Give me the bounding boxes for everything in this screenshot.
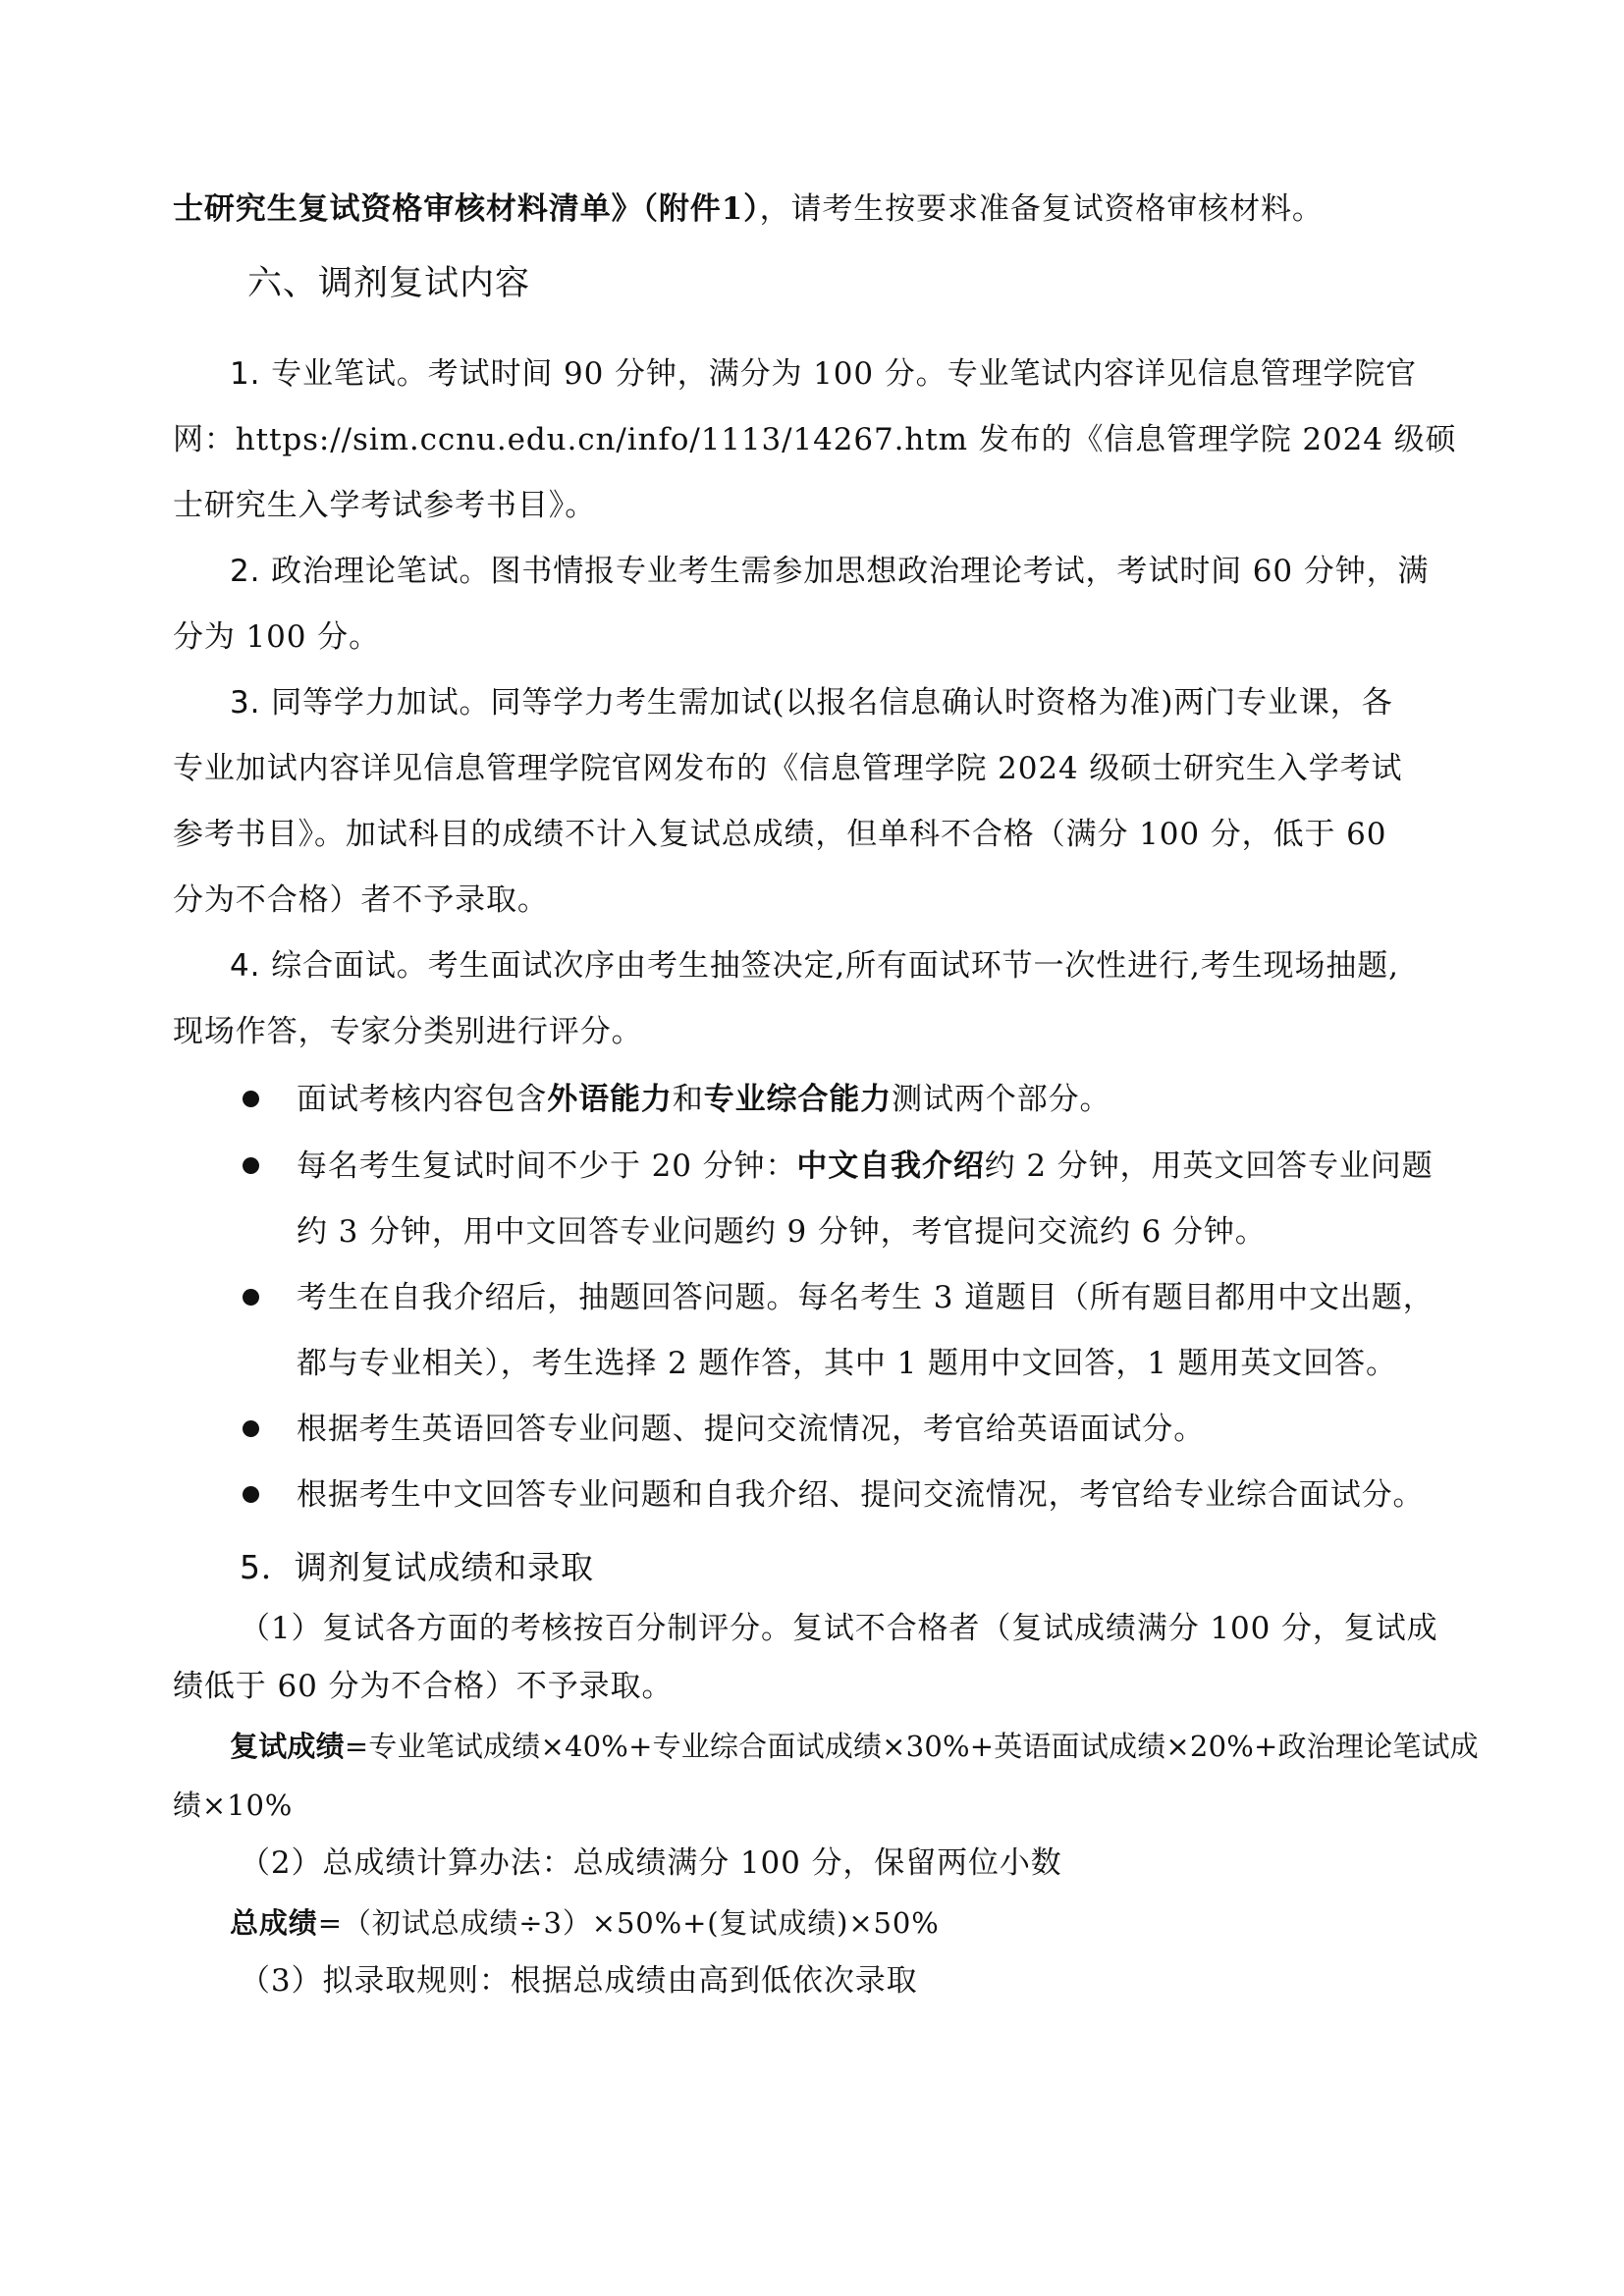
rule-2-text: （2）总成绩计算办法：总成绩满分 100 分，保留两位小数 xyxy=(240,1845,1062,1881)
rule-1-line-2: 绩低于 60 分为不合格）不予录取。 xyxy=(173,1669,674,1704)
bullet-5-text: 根据考生中文回答专业问题和自我介绍、提问交流情况，考官给专业综合面试分。 xyxy=(297,1477,1425,1513)
bullet-4-text: 根据考生英语回答专业问题、提问交流情况，考官给英语面试分。 xyxy=(297,1412,1206,1447)
item-4-line-1: 4. 综合面试。考生面试次序由考生抽签决定,所有面试环节一次性进行,考生现场抽题, xyxy=(230,948,1399,984)
item-3-line-4: 分为不合格）者不予录取。 xyxy=(173,882,549,918)
retest-score-label: 复试成绩 xyxy=(230,1730,345,1763)
bullet-dot xyxy=(243,1091,259,1107)
materials-list-title: 士研究生复试资格审核材料清单》（附件1） xyxy=(173,191,760,227)
item-2-line-1: 2. 政治理论笔试。图书情报专业考生需参加思想政治理论考试，考试时间 60 分钟，满 xyxy=(230,554,1430,589)
bullet-dot xyxy=(243,1420,259,1437)
bullet-dot xyxy=(243,1289,259,1306)
rule-3-text: （3）拟录取规则：根据总成绩由高到低依次录取 xyxy=(240,1963,918,1999)
bullet-dot xyxy=(243,1486,259,1503)
item-2-lead: 2. 政治理论笔试。 xyxy=(230,554,491,589)
retest-score-formula: 复试成绩=专业笔试成绩×40%+专业综合面试成绩×30%+英语面试成绩×20%+政治理论笔试成 xyxy=(230,1730,1479,1763)
foreign-language-ability: 外语能力 xyxy=(547,1082,673,1117)
retest-score-formula-cont: 绩×10% xyxy=(173,1789,294,1822)
bullet-3-line-1: 考生在自我介绍后，抽题回答问题。每名考生 3 道题目（所有题目都用中文出题， xyxy=(297,1280,1435,1315)
intro-line xyxy=(173,188,1324,230)
professional-ability: 专业综合能力 xyxy=(703,1082,893,1117)
total-score-formula: 总成绩=（初试总成绩÷3）×50%+(复试成绩)×50% xyxy=(230,1906,940,1940)
total-score-label: 总成绩 xyxy=(230,1906,318,1940)
item-3-line-3: 参考书目》。加试科目的成绩不计入复试总成绩，但单科不合格（满分 100 分，低于 60 xyxy=(173,817,1387,852)
section-6-heading: 六、调剂复试内容 xyxy=(247,264,531,303)
self-intro-label: 中文自我介绍 xyxy=(796,1148,985,1184)
item-1-line-3: 士研究生入学考试参考书目》。 xyxy=(173,488,597,523)
item-1-lead: 1. 专业笔试。 xyxy=(230,356,428,392)
item-3-line-1: 3. 同等学力加试。同等学力考生需加试(以报名信息确认时资格为准)两门专业课，各 xyxy=(230,685,1393,721)
bullet-3-line-2: 都与专业相关），考生选择 2 题作答，其中 1 题用中文回答，1 题用英文回答。 xyxy=(297,1346,1397,1381)
item-1-line-1: 1. 专业笔试。考试时间 90 分钟，满分为 100 分。专业笔试内容详见信息管理学院官 xyxy=(230,356,1418,392)
item-4-line-2: 现场作答，专家分类别进行评分。 xyxy=(173,1014,643,1049)
item-4-lead: 4. 综合面试。 xyxy=(230,948,428,984)
section-5-heading: 5．调剂复试成绩和录取 xyxy=(240,1548,594,1586)
rule-1-line-1: （1）复试各方面的考核按百分制评分。复试不合格者（复试成绩满分 100 分，复试成 xyxy=(240,1611,1438,1646)
item-2-line-2: 分为 100 分。 xyxy=(173,619,380,655)
bullet-1-text: 面试考核内容包含外语能力和专业综合能力测试两个部分。 xyxy=(297,1082,1111,1117)
bullet-2-line-2: 约 3 分钟，用中文回答专业问题约 9 分钟，考官提问交流约 6 分钟。 xyxy=(297,1214,1267,1250)
materials-instruction: ，请考生按要求准备复试资格审核材料。 xyxy=(759,191,1324,227)
item-3-line-2: 专业加试内容详见信息管理学院官网发布的《信息管理学院 2024 级硕士研究生入学考试 xyxy=(173,751,1403,786)
item-3-lead: 3. 同等学力加试。 xyxy=(230,685,491,721)
item-1-line-2: 网：https://sim.ccnu.edu.cn/info/1113/14267.htm 发布的《信息管理学院 2024 级硕 xyxy=(173,422,1457,457)
bullet-2-line-1: 每名考生复试时间不少于 20 分钟：中文自我介绍约 2 分钟，用英文回答专业问题 xyxy=(297,1148,1434,1184)
bullet-dot xyxy=(243,1157,259,1174)
